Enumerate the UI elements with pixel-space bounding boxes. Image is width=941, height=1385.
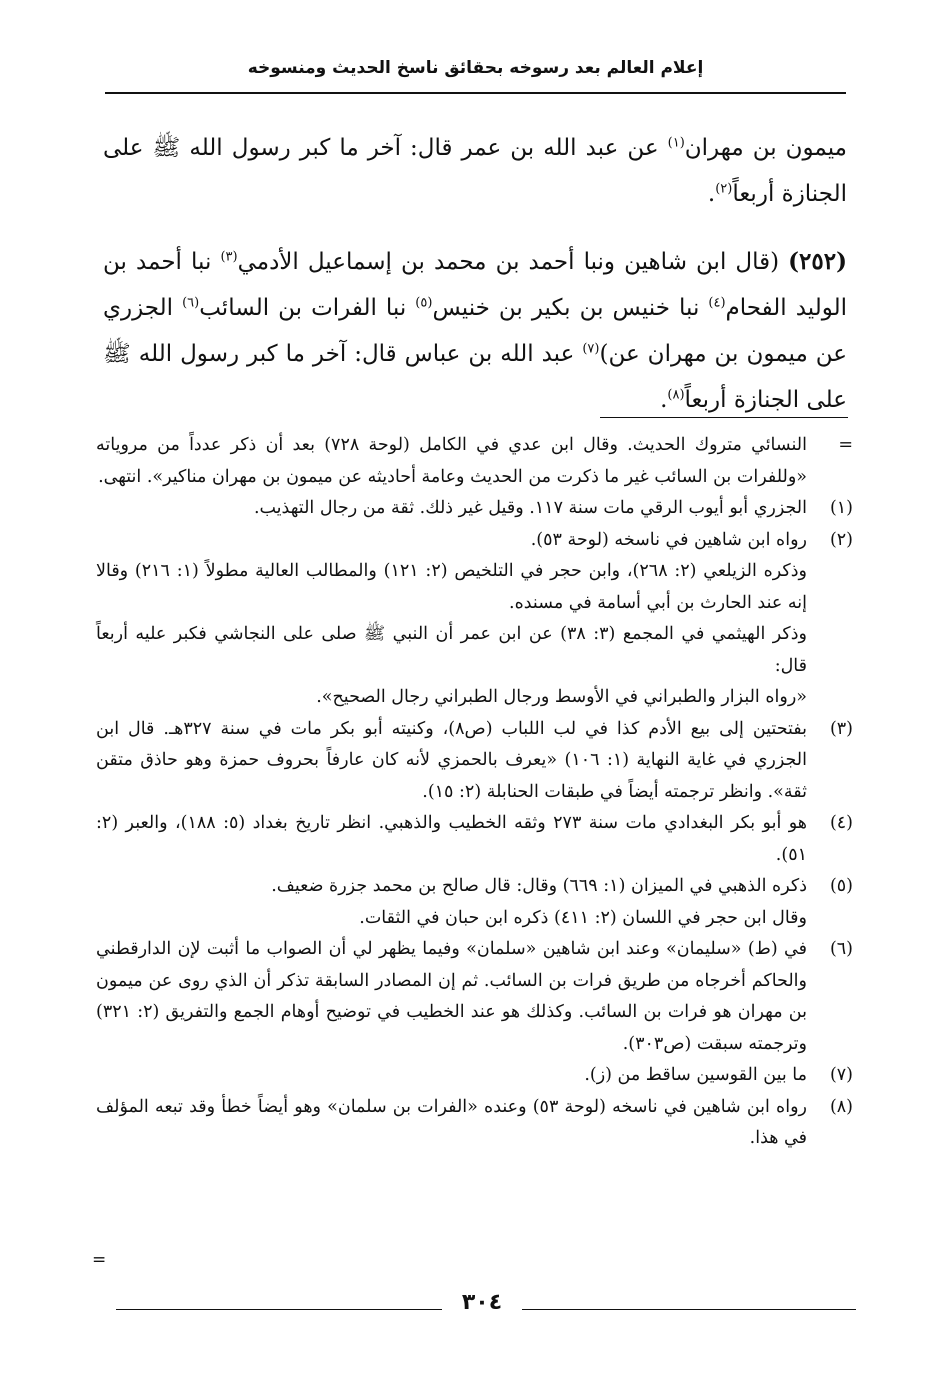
main-text [103, 125, 847, 445]
footnote-ref-3: (٣) [220, 249, 238, 265]
footnote-8: (٨) رواه ابن شاهين في ناسخه (لوحة ٥٣) وعنده «الفرات بن سلمان» وهو أيضاً خطأ وقد تبعه المؤلف في هذا. [96, 1096, 853, 1148]
paragraph-1: ميمون بن مهران$^{(١)}$ عن عبد الله بن عمر قال: آخر ما كبر رسول الله ﷺ على الجنازة أربعاً$^{(٢)}$. [103, 135, 847, 207]
footnote-2: (٢) رواه ابن شاهين في ناسخه (لوحة ٥٣). وذكره الزيلعي (٢: ٢٦٨)، وابن حجر في التلخيص (٢: ١٢١) والمطالب العالية مطولاً (١: ٢١٦) وقالا إنه عند الحارث بن أبي أسامة في مسنده. وذكر الهيثمي في المجمع (٣: ٣٨) عن ابن عمر أن النبي ﷺ صلى على النجاشي فكبر عليه أربعاً قال: «رواه البزار والطبراني في الأوسط ورجال الطبراني رجال الصحيح». [96, 529, 853, 707]
footnote-ref-8: (٨) [667, 387, 685, 403]
footnote-ref-4: (٤) [708, 295, 726, 311]
footnote-continued: = النسائي متروك الحديث. وقال ابن عدي في الكامل (لوحة ٧٢٨) بعد أن ذكر عدداً من مروياته «وللفرات بن السائب غير ما ذكرت من الحديث وعامة أحاديثه عن ميمون بن مهران مناكير». انتهى. [96, 435, 853, 487]
hadith-number: (٢٥٢) [788, 248, 847, 275]
footer-rule-right [522, 1309, 856, 1310]
footnotes [96, 430, 853, 1155]
footnote-ref-5: (٥) [415, 295, 433, 311]
footnote-ref-7: (٧) [582, 341, 600, 357]
footnote-ref-2: (٢) [715, 181, 733, 197]
header-rule [105, 92, 846, 94]
footer-rule-left [116, 1309, 442, 1310]
footnote-3: (٣) بفتحتين إلى بيع الأدم كذا في لب اللباب (ص٨)، وكنيته أبو بكر مات في سنة ٣٢٧هـ. قال ابن الجزري في غاية النهاية (١: ١٠٦) «يعرف بالحمزي لأنه كان عارفاً بحروف حمزة وهو حاذق متقن ثقة». وانظر ترجمته أيضاً في طبقات الحنابلة (٢: ١٥). [96, 718, 853, 802]
footnote-separator [600, 417, 848, 418]
footnote-ref-1: (١) [667, 135, 685, 151]
running-title: إعلام العالم بعد رسوخه بحقائق ناسخ الحديث ومنسوخه [247, 58, 704, 78]
footnote-6: (٦) في (ط) «سليمان» وعند ابن شاهين «سلمان» وفيما يظهر لي أن الصواب ما أثبت لإن الدارقطني والحاكم أخرجاه من طريق فرات بن السائب. ثم إن المصادر السابقة تذكر أن الذي روى عن ميمون بن مهران هو فرات بن السائب. وكذلك هو عند الخطيب في توضيح أوهام الجمع والتفريق (٢: ٣٢١) وترجمته سبقت (ص٣٠٣). [96, 939, 853, 1054]
footnote-ref-6: (٦) [182, 295, 200, 311]
footnote-7: (٧) ما بين القوسين ساقط من (ز). [584, 1065, 853, 1085]
paragraph-252: (٢٥٢) (قال ابن شاهين ونبا أحمد بن محمد بن إسماعيل الأدمي$^{(٣)}$ نبا أحمد بن الوليد الفحام$^{(٤)}$ نبا خنيس بن بكير بن خنيس$^{(٥)}$ نبا الفرات بن السائب$^{(٦)}$ الجزري عن ميمون بن مهران عن)$^{(٧)}$ عبد الله بن عباس قال: آخر ما كبر رسول الله ﷺ على الجنازة أربعاً$^{(٨)}$. [103, 248, 847, 413]
footnote-4: (٤) هو أبو بكر البغدادي مات سنة ٢٧٣ وثقه الخطيب والذهبي. انظر تاريخ بغداد (٥: ١٨٨)، والعبر (٢: ٥١). [96, 813, 853, 865]
footnote-5: (٥) ذكره الذهبي في الميزان (١: ٦٦٩) وقال: قال صالح بن محمد جزرة ضعيف. وقال ابن حجر في اللسان (٢: ٤١١) ذكره ابن حبان في الثقات. [271, 876, 853, 928]
footnote-1: (١) الجزري أبو أيوب الرقي مات سنة ١١٧. وقيل غير ذلك. ثقة من رجال التهذيب. [253, 498, 853, 518]
continuation-mark: = [92, 1250, 107, 1270]
page-number: ٣٠٤ [461, 1290, 503, 1315]
